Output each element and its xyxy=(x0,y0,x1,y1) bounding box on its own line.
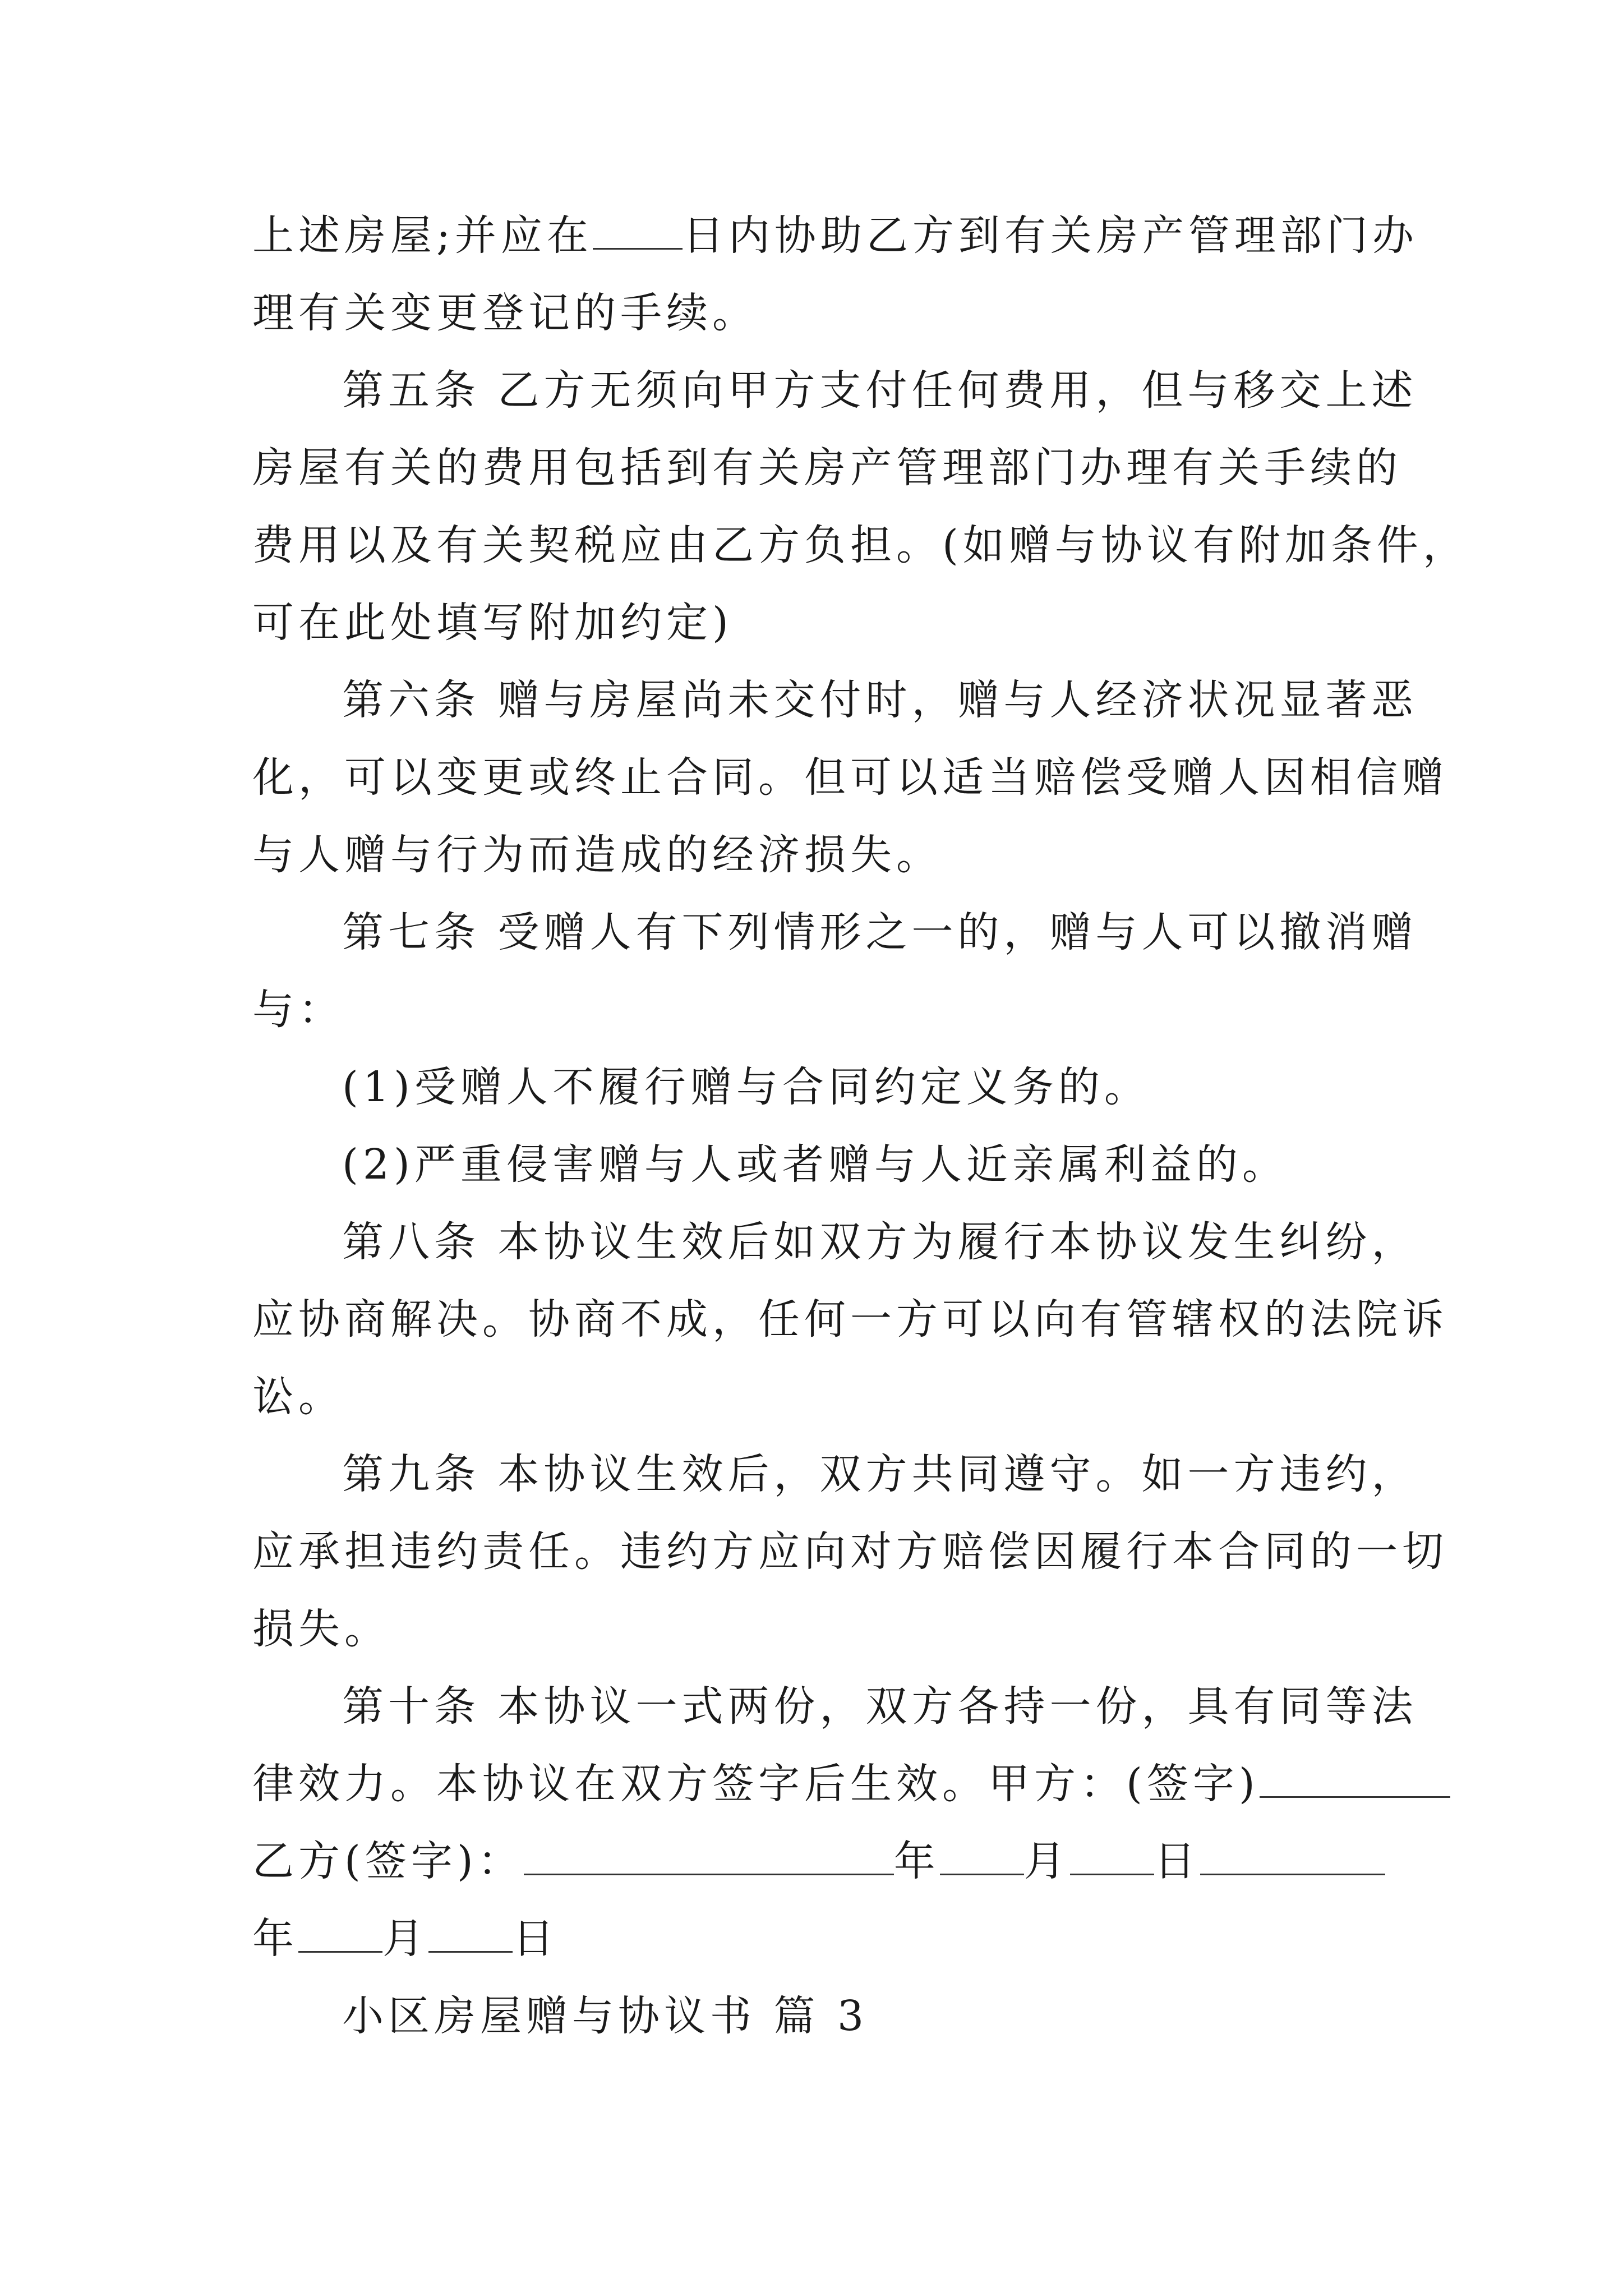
signature-line-party-a xyxy=(252,1756,1450,1812)
section-title-part-3: 小区房屋赠与协议书 篇 3 xyxy=(342,1992,869,2040)
article-10-heading-line: 第十条 本协议一式两份，双方各持一份，具有同等法 xyxy=(342,1682,1418,1731)
article-6-heading-line: 第六条 赠与房屋尚未交付时，赠与人经济状况显著恶 xyxy=(342,676,1418,724)
month-blank xyxy=(940,1834,1024,1875)
text-segment: 上述房屋;并应在 xyxy=(252,211,593,260)
paragraph-line: 化，可以变更或终止合同。但可以适当赔偿受赠人因相信赠 xyxy=(252,753,1448,802)
day-blank xyxy=(428,1912,513,1953)
month-label: 月 xyxy=(1023,1837,1070,1885)
date-line xyxy=(252,1911,559,1967)
paragraph-line: 理有关变更登记的手续。 xyxy=(252,289,758,337)
paragraph-line: 应承担违约责任。违约方应向对方赔偿因履行本合同的一切 xyxy=(252,1527,1448,1576)
day-label: 日 xyxy=(513,1915,559,1963)
paragraph-line xyxy=(252,208,1418,264)
paragraph-line: 应协商解决。协商不成，任何一方可以向有管辖权的法院诉 xyxy=(252,1295,1448,1343)
paragraph-line: 费用以及有关契税应由乙方负担。(如赠与协议有附加条件， xyxy=(252,521,1469,569)
article-7-heading-line: 第七条 受赠人有下列情形之一的，赠与人可以撤消赠 xyxy=(342,908,1418,956)
year-label: 年 xyxy=(893,1837,940,1885)
paragraph-line: 与人赠与行为而造成的经济损失。 xyxy=(252,831,942,879)
month-blank xyxy=(298,1912,382,1953)
text-segment: 律效力。本协议在双方签字后生效。甲方：(签字) xyxy=(252,1760,1260,1808)
signature-line-party-b xyxy=(252,1833,1385,1889)
article-5-heading-line: 第五条 乙方无须向甲方支付任何费用，但与移交上述 xyxy=(342,366,1418,415)
signature-blank-party-b xyxy=(524,1834,894,1875)
article-9-heading-line: 第九条 本协议生效后，双方共同遵守。如一方违约， xyxy=(342,1450,1418,1498)
day-blank xyxy=(1070,1834,1154,1875)
month-label: 月 xyxy=(382,1915,428,1963)
day-label: 日 xyxy=(1154,1837,1200,1885)
text-segment: 乙方(签字)： xyxy=(252,1837,524,1885)
fill-in-blank-days xyxy=(593,209,683,250)
paragraph-line: 损失。 xyxy=(252,1605,390,1653)
signature-blank-party-a xyxy=(1260,1757,1450,1798)
year-blank xyxy=(1200,1834,1385,1875)
list-item-2: (2)严重侵害赠与人或者赠与人近亲属利益的。 xyxy=(342,1140,1288,1189)
article-8-heading-line: 第八条 本协议生效后如双方为履行本协议发生纠纷， xyxy=(342,1218,1418,1266)
year-label: 年 xyxy=(252,1915,298,1963)
paragraph-line: 讼。 xyxy=(252,1373,344,1421)
list-item-1: (1)受赠人不履行赠与合同约定义务的。 xyxy=(342,1063,1150,1111)
paragraph-line: 房屋有关的费用包括到有关房产管理部门办理有关手续的 xyxy=(252,444,1402,492)
paragraph-line: 与： xyxy=(252,986,344,1034)
text-segment: 日内协助乙方到有关房产管理部门办 xyxy=(682,211,1418,260)
paragraph-line: 可在此处填写附加约定) xyxy=(252,599,733,647)
